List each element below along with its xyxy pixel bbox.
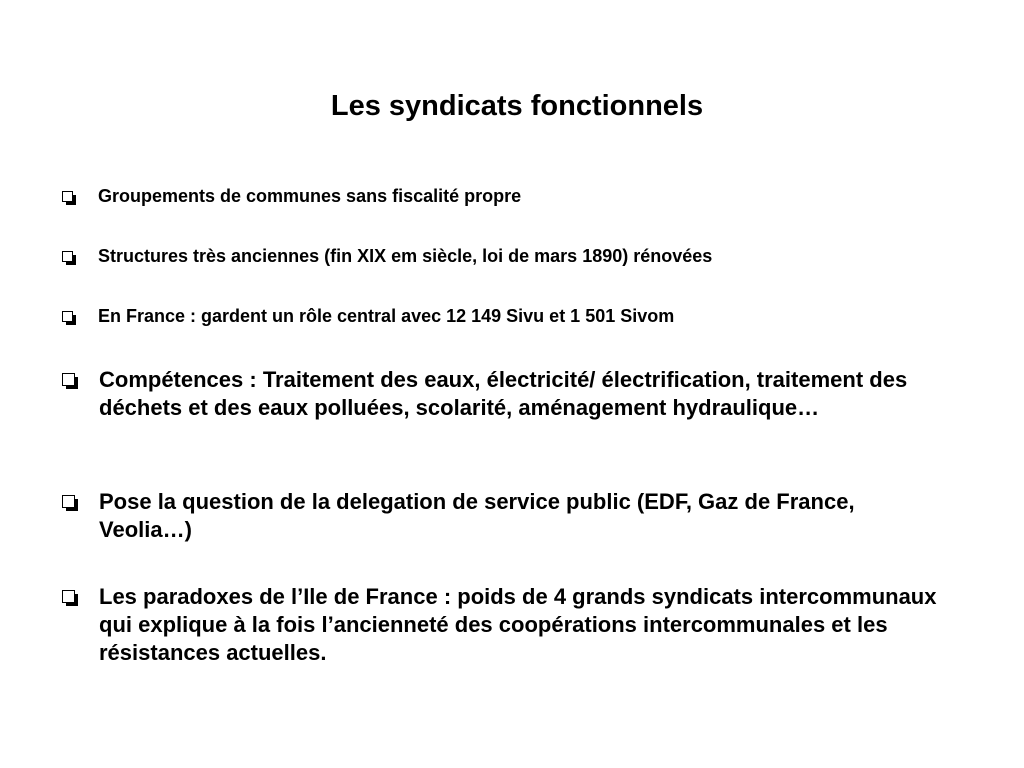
bullet-item — [62, 245, 962, 267]
bullet-text: Les paradoxes de l’Ile de France : poids de 4 grands syndicats intercommunaux qui explique à la fois l’ancienneté des coopérations intercommunales et les résistances actuelles. — [99, 584, 937, 665]
checkbox-square-icon — [62, 495, 75, 508]
bullet-item — [62, 185, 962, 207]
slide-title: Les syndicats fonctionnels — [330, 90, 704, 122]
checkbox-square-icon — [62, 311, 73, 322]
checkbox-square-icon — [62, 191, 73, 202]
bullet-text: Pose la question de la delegation de service public (EDF, Gaz de France, Veolia…) — [99, 489, 855, 542]
bullet-text: Groupements de communes sans fiscalité propre — [98, 186, 522, 206]
bullet-text: En France : gardent un rôle central avec 12 149 Sivu et 1 501 Sivom — [98, 306, 675, 326]
checkbox-square-icon — [62, 590, 75, 603]
checkbox-square-icon — [62, 251, 73, 262]
bullet-text: Structures très anciennes (fin XIX em siècle, loi de mars 1890) rénovées — [98, 246, 713, 266]
bullet-item — [62, 305, 962, 327]
bullet-text: Compétences : Traitement des eaux, électricité/ électrification, traitement des déchets et des eaux polluées, scolarité, aménagement hydraulique… — [99, 367, 908, 420]
bullet-item — [62, 488, 912, 544]
bullet-item — [62, 583, 952, 667]
checkbox-square-icon — [62, 373, 75, 386]
bullet-item — [62, 366, 952, 422]
